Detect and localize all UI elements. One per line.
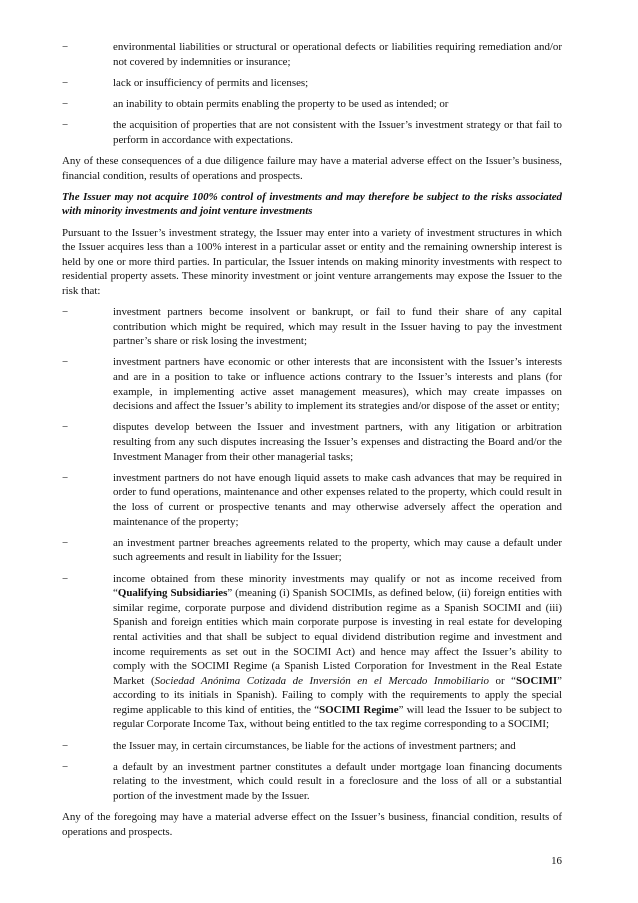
page-number: 16 <box>551 855 562 867</box>
text-run: or “ <box>488 674 516 687</box>
dash-marker: − <box>62 76 69 89</box>
text-run: ” according to its initials in Spanish). Failing to comply with the requirements to apply the special regime applicable to this kind of entities, the “ <box>113 674 562 716</box>
list-item-text: the Issuer may, in certain circumstances, be liable for the actions of investment partners; and <box>113 739 516 752</box>
list-item <box>62 118 562 147</box>
defined-term: SOCIMI Regime <box>319 703 399 716</box>
dash-marker: − <box>62 471 69 484</box>
list-item <box>62 739 562 754</box>
dash-marker: − <box>62 421 69 434</box>
dash-marker: − <box>62 572 69 585</box>
list-item-text: an investment partner breaches agreements related to the property, which may cause a default under such agreements and result in liability for the Issuer; <box>113 536 562 564</box>
dash-marker: − <box>62 306 69 319</box>
document-page <box>62 40 562 846</box>
list-item-text: the acquisition of properties that are not consistent with the Issuer’s investment strategy or that fail to perform in accordance with expectations. <box>113 119 562 146</box>
paragraph-pursuant: Pursuant to the Issuer’s investment strategy, the Issuer may enter into a variety of investment structures in which the Issuer acquires less than a 100% interest in a particular asset or entity and the remaining ownership interest is held by one or more third parties. In particular, the Issuer intends on making minority investments with respect to residential property assets. These minority investment or joint venture arrangements may expose the Issuer to the risk that: <box>62 226 562 297</box>
list-item-text: an inability to obtain permits enabling the property to be used as intended; or <box>113 97 449 110</box>
list-item-text: environmental liabilities or structural or operational defects or liabilities requiring remediation and/or not covered by indemnities or insurance; <box>113 41 562 68</box>
list-item <box>62 420 562 464</box>
defined-term: SOCIMI <box>516 674 558 687</box>
dash-marker: − <box>62 739 69 752</box>
list-item <box>62 305 562 349</box>
dash-marker: − <box>62 536 69 549</box>
list-item-text: a default by an investment partner constitutes a default under mortgage loan financing documents relating to the investment, which could result in a foreclosure and the loss of all or a substantial portion of the investment made by the Issuer. <box>113 760 562 803</box>
dash-marker: − <box>62 356 69 369</box>
text-run: income obtained from these minority investments may qualify or not as income received from “ <box>113 572 562 600</box>
list-item-text: lack or insufficiency of permits and licenses; <box>113 76 309 89</box>
list-item-text: disputes develop between the Issuer and investment partners, with any litigation or arbitration resulting from any such disputes increasing the Issuer’s expenses and distracting the Board and/or the Investment Manager from their other managerial tasks; <box>113 421 562 463</box>
defined-term: Qualifying Subsidiaries <box>117 587 228 600</box>
text-run: ” will lead the Issuer to be subject to regular Corporate Income Tax, without being entitled to the tax regime corresponding to a SOCIMI; <box>113 703 562 731</box>
list-item-text: investment partners have economic or other interests that are inconsistent with the Issuer’s interests and are in a position to take or influence actions contrary to the Issuer’s interests and plans (for example, in implementing active asset management measures), which may create impasses on decisions and affect the Issuer’s ability to implement its strategies and/or dispose of the asset or entity; <box>113 356 562 413</box>
list-item-text: investment partners do not have enough liquid assets to make cash advances that may be required in order to fund operations, maintenance and other expenses related to the property, which could result in the loss of current or prospective tenants and may otherwise adversely affect the operation and maintenance of the property; <box>113 471 562 528</box>
list-item-text: investment partners become insolvent or bankrupt, or fail to fund their share of any capital contribution which might be required, which may result in the Issuer having to pay the investment partner’s share or risk losing the investment; <box>113 306 562 348</box>
list-item <box>62 97 562 112</box>
list-item <box>62 760 562 804</box>
list-item <box>62 355 562 413</box>
text-run: ” (meaning (i) Spanish SOCIMIs, as defined below, (ii) foreign entities with similar regime, corporate purpose and dividend distribution regime as a Spanish SOCIMI and (iii) Spanish and foreign entities which main corporate purpose is investing in real estate for developing rental activities and that shall be subject to equal dividend distribution regime and investment and income requirements as set out in the SOCIMI Act) and hence may affect the Issuer’s ability to comply with the SOCIMI Regime (a Spanish Listed Corporation for Investment in the Real Estate Market ( <box>113 587 562 687</box>
paragraph-consequences: Any of these consequences of a due diligence failure may have a material adverse effect on the Issuer’s business, financial condition, results of operations and prospects. <box>62 154 562 182</box>
list-item <box>62 471 562 529</box>
section-heading: The Issuer may not acquire 100% control of investments and may therefore be subject to the risks associated with minority investments and joint venture investments <box>62 190 562 218</box>
dash-marker: − <box>62 41 69 53</box>
list-item-text <box>113 572 562 733</box>
list-item <box>62 536 562 565</box>
spanish-term: Sociedad Anónima Cotizada de Inversión en el Mercado Inmobiliario <box>154 674 489 687</box>
dash-marker: − <box>62 119 69 132</box>
list-item <box>62 76 562 91</box>
dash-marker: − <box>62 97 69 110</box>
list-item-socimi <box>62 572 562 733</box>
paragraph-final: Any of the foregoing may have a material adverse effect on the Issuer’s business, financial condition, results of operations and prospects. <box>62 811 562 838</box>
list-item <box>62 40 562 69</box>
dash-marker: − <box>62 760 69 773</box>
